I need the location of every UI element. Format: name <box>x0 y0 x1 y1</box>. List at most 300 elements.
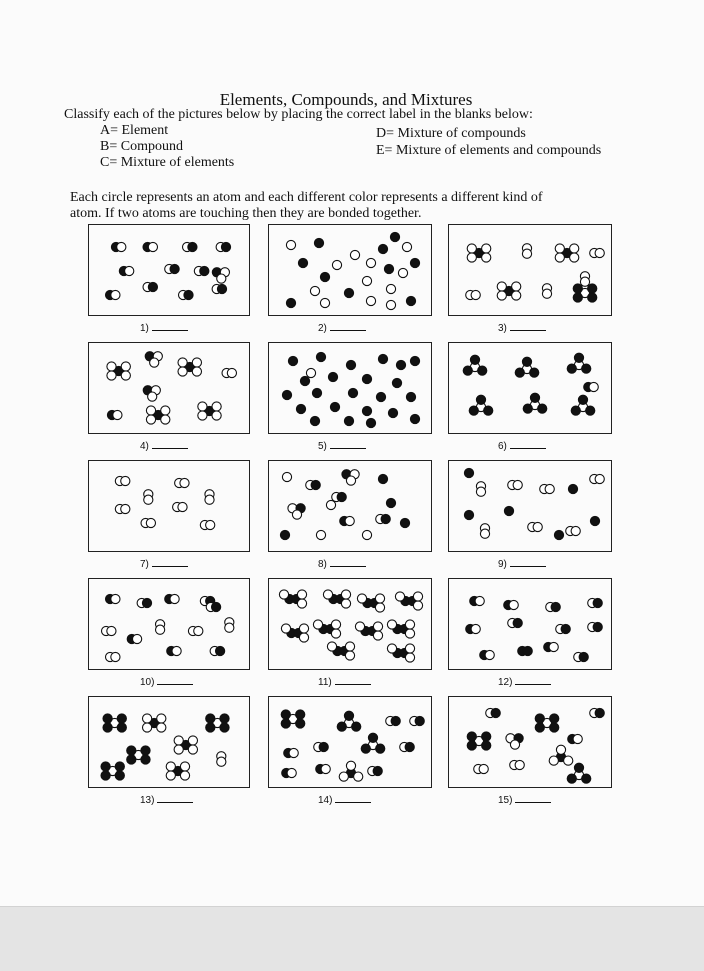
white-atom <box>405 629 414 638</box>
answer-line[interactable] <box>330 558 366 567</box>
black-atom <box>184 290 193 299</box>
diagram-5 <box>268 342 432 434</box>
white-atom <box>299 633 308 642</box>
black-atom <box>396 360 405 369</box>
molecule <box>217 752 226 767</box>
answer-blank-10[interactable] <box>140 676 193 688</box>
black-atom <box>588 284 597 293</box>
white-atom <box>362 276 371 285</box>
diagram-1 <box>88 224 250 316</box>
molecule <box>143 714 166 732</box>
molecule <box>470 596 485 605</box>
molecule <box>174 736 197 754</box>
white-atom <box>332 260 341 269</box>
molecule <box>332 492 347 501</box>
black-atom <box>288 356 297 365</box>
atom <box>328 372 337 381</box>
black-atom <box>328 372 337 381</box>
white-atom <box>564 756 573 765</box>
answer-line[interactable] <box>330 322 366 331</box>
atom <box>312 388 321 397</box>
black-atom <box>368 733 377 742</box>
molecule <box>549 745 573 765</box>
black-atom <box>281 710 290 719</box>
molecule <box>339 761 363 781</box>
black-atom <box>115 771 124 780</box>
atom <box>326 500 335 509</box>
molecule <box>508 480 523 489</box>
diagram-atoms <box>89 225 251 317</box>
black-atom <box>312 388 321 397</box>
molecule <box>368 766 383 775</box>
black-atom <box>464 468 473 477</box>
white-atom <box>117 242 126 251</box>
white-atom <box>192 358 201 367</box>
atom <box>282 390 291 399</box>
label-mixture-elements-and-compounds: E= Mixture of elements and compounds <box>376 143 602 158</box>
white-atom <box>148 392 157 401</box>
atom <box>398 268 407 277</box>
black-atom <box>470 355 479 364</box>
diagram-atoms <box>449 697 613 789</box>
white-atom <box>345 651 354 660</box>
atom <box>332 260 341 269</box>
white-atom <box>194 626 203 635</box>
scan-margin <box>0 906 704 971</box>
black-atom <box>117 723 126 732</box>
diagram-13 <box>88 696 250 788</box>
white-atom <box>121 362 130 371</box>
problem-number: 12) <box>498 677 513 688</box>
white-atom <box>354 772 363 781</box>
molecule <box>515 357 539 377</box>
white-atom <box>212 411 221 420</box>
answer-blank-1[interactable] <box>140 322 188 334</box>
white-atom <box>573 734 582 743</box>
atom <box>316 530 325 539</box>
white-atom <box>310 286 319 295</box>
black-atom <box>469 406 478 415</box>
black-atom <box>101 762 110 771</box>
black-atom <box>573 284 582 293</box>
white-atom <box>113 410 122 419</box>
molecule <box>474 764 489 773</box>
answer-line[interactable] <box>515 676 551 685</box>
black-atom <box>310 416 319 425</box>
molecule <box>198 402 221 420</box>
diagram-4 <box>88 342 250 434</box>
atom <box>344 288 353 297</box>
black-atom <box>504 506 513 515</box>
white-atom <box>387 620 396 629</box>
white-atom <box>405 653 414 662</box>
molecule <box>281 710 305 728</box>
white-atom <box>306 368 315 377</box>
molecule <box>102 626 117 635</box>
molecule <box>584 382 599 391</box>
white-atom <box>571 526 580 535</box>
atom <box>388 408 397 417</box>
atom <box>362 374 371 383</box>
molecule <box>143 242 158 251</box>
white-atom <box>482 244 491 253</box>
black-atom <box>282 390 291 399</box>
black-atom <box>568 484 577 493</box>
white-atom <box>480 529 489 538</box>
white-atom <box>286 240 295 249</box>
molecule <box>127 634 142 643</box>
black-atom <box>406 392 415 401</box>
black-atom <box>344 711 353 720</box>
black-atom <box>567 774 576 783</box>
black-atom <box>117 714 126 723</box>
white-atom <box>316 530 325 539</box>
black-atom <box>574 763 583 772</box>
white-atom <box>161 415 170 424</box>
molecule <box>178 358 202 376</box>
problem-number: 14) <box>318 795 333 806</box>
molecule <box>115 476 130 485</box>
molecule <box>355 622 382 640</box>
black-atom <box>378 474 387 483</box>
white-atom <box>522 249 531 258</box>
white-atom <box>292 510 301 519</box>
molecule <box>210 646 225 655</box>
molecule <box>361 733 385 753</box>
atom <box>378 354 387 363</box>
white-atom <box>341 590 350 599</box>
answer-blank-4[interactable] <box>140 440 188 452</box>
black-atom <box>482 732 491 741</box>
diagram-7 <box>88 460 250 552</box>
white-atom <box>111 290 120 299</box>
black-atom <box>378 244 387 253</box>
black-atom <box>103 723 112 732</box>
white-atom <box>326 500 335 509</box>
answer-line[interactable] <box>510 322 546 331</box>
white-atom <box>297 599 306 608</box>
molecule <box>580 272 589 287</box>
white-atom <box>341 599 350 608</box>
atom <box>590 516 599 525</box>
answer-blank-6[interactable] <box>498 440 546 452</box>
black-atom <box>561 624 570 633</box>
white-atom <box>121 476 130 485</box>
white-atom <box>198 402 207 411</box>
black-atom <box>206 714 215 723</box>
answer-blank-3[interactable] <box>498 322 546 334</box>
white-atom <box>580 277 589 286</box>
white-atom <box>174 736 183 745</box>
answer-line[interactable] <box>510 558 546 567</box>
answer-line[interactable] <box>152 440 188 449</box>
molecule <box>279 590 306 608</box>
black-atom <box>352 722 361 731</box>
atom <box>378 244 387 253</box>
black-atom <box>316 352 325 361</box>
black-atom <box>378 354 387 363</box>
white-atom <box>289 748 298 757</box>
atom <box>568 484 577 493</box>
molecule <box>337 711 361 731</box>
diagram-6 <box>448 342 612 434</box>
white-atom <box>471 290 480 299</box>
black-atom <box>296 719 305 728</box>
atom <box>296 404 305 413</box>
molecule <box>206 714 229 732</box>
atom <box>306 368 315 377</box>
molecule <box>357 594 384 612</box>
white-atom <box>510 740 519 749</box>
molecule <box>523 393 547 413</box>
molecule <box>106 290 121 299</box>
white-atom <box>542 289 551 298</box>
molecule <box>590 248 605 257</box>
black-atom <box>221 242 230 251</box>
white-atom <box>107 371 116 380</box>
white-atom <box>467 244 476 253</box>
problem-number: 7) <box>140 559 149 570</box>
white-atom <box>217 274 226 283</box>
black-atom <box>346 360 355 369</box>
answer-line[interactable] <box>157 676 193 685</box>
black-atom <box>311 480 320 489</box>
problem-number: 10) <box>140 677 155 688</box>
answer-line[interactable] <box>515 794 551 803</box>
black-atom <box>148 282 157 291</box>
black-atom <box>484 406 493 415</box>
molecule <box>466 290 481 299</box>
black-atom <box>217 284 226 293</box>
instruction-text: Classify each of the pictures below by placing the correct label in the blanks below: <box>64 107 533 122</box>
answer-blank-8[interactable] <box>318 558 366 570</box>
black-atom <box>390 232 399 241</box>
answer-line[interactable] <box>152 558 188 567</box>
white-atom <box>398 268 407 277</box>
atom <box>330 402 339 411</box>
black-atom <box>386 498 395 507</box>
white-atom <box>405 620 414 629</box>
molecule <box>566 526 581 535</box>
black-atom <box>482 741 491 750</box>
black-atom <box>538 404 547 413</box>
molecule <box>535 714 559 732</box>
molecule <box>386 716 401 725</box>
molecule <box>316 764 331 773</box>
answer-line[interactable] <box>330 440 366 449</box>
atom <box>366 296 375 305</box>
label-mixture-of-elements: C= Mixture of elements <box>100 155 235 170</box>
molecule <box>288 504 305 520</box>
black-atom <box>523 404 532 413</box>
black-atom <box>362 406 371 415</box>
answer-blank-12[interactable] <box>498 676 551 688</box>
black-atom <box>593 622 602 631</box>
white-atom <box>107 362 116 371</box>
black-atom <box>554 530 563 539</box>
diagram-12 <box>448 578 612 670</box>
black-atom <box>590 516 599 525</box>
diagram-14 <box>268 696 432 788</box>
answer-blank-7[interactable] <box>140 558 188 570</box>
black-atom <box>579 652 588 661</box>
white-atom <box>556 745 565 754</box>
black-atom <box>384 264 393 273</box>
white-atom <box>515 760 524 769</box>
black-atom <box>406 296 415 305</box>
answer-blank-14[interactable] <box>318 794 371 806</box>
black-atom <box>582 774 591 783</box>
molecule <box>542 284 551 299</box>
atom <box>406 392 415 401</box>
molecule <box>205 490 214 505</box>
white-atom <box>475 596 484 605</box>
molecule <box>166 762 189 780</box>
black-atom <box>127 746 136 755</box>
answer-blank-11[interactable] <box>318 676 371 688</box>
atom <box>366 418 375 427</box>
answer-line[interactable] <box>157 794 193 803</box>
problem-number: 1) <box>140 323 149 334</box>
molecule <box>222 368 236 377</box>
molecule <box>106 652 121 661</box>
black-atom <box>337 492 346 501</box>
atom <box>298 258 307 267</box>
diagram-2 <box>268 224 432 316</box>
diagram-atoms <box>89 697 251 789</box>
white-atom <box>188 736 197 745</box>
answer-blank-15[interactable] <box>498 794 551 806</box>
white-atom <box>482 253 491 262</box>
white-atom <box>180 771 189 780</box>
atom <box>346 360 355 369</box>
white-atom <box>533 522 542 531</box>
black-atom <box>280 530 289 539</box>
white-atom <box>313 620 322 629</box>
molecule <box>476 482 485 497</box>
white-atom <box>595 248 604 257</box>
answer-blank-13[interactable] <box>140 794 193 806</box>
diagram-11 <box>268 578 432 670</box>
black-atom <box>362 374 371 383</box>
answer-blank-5[interactable] <box>318 440 366 452</box>
white-atom <box>512 291 521 300</box>
diagram-atoms <box>269 461 433 553</box>
atom <box>386 498 395 507</box>
white-atom <box>146 415 155 424</box>
white-atom <box>345 642 354 651</box>
answer-line[interactable] <box>335 794 371 803</box>
molecule <box>568 734 583 743</box>
atom <box>554 530 563 539</box>
molecule <box>145 352 162 368</box>
black-atom <box>296 710 305 719</box>
white-atom <box>595 474 604 483</box>
atom <box>410 356 419 365</box>
molecule <box>167 646 181 655</box>
molecule <box>143 282 158 291</box>
white-atom <box>386 284 395 293</box>
white-atom <box>225 623 234 632</box>
white-atom <box>512 282 521 291</box>
answer-blank-9[interactable] <box>498 558 546 570</box>
molecule <box>216 242 230 251</box>
problem-number: 13) <box>140 795 155 806</box>
atom <box>350 250 359 259</box>
white-atom <box>413 601 422 610</box>
molecule <box>463 355 487 375</box>
answer-blank-2[interactable] <box>318 322 366 334</box>
white-atom <box>146 518 155 527</box>
atom <box>410 414 419 423</box>
black-atom <box>530 393 539 402</box>
white-atom <box>331 620 340 629</box>
white-atom <box>178 502 187 511</box>
molecule <box>387 620 414 638</box>
white-atom <box>150 358 159 367</box>
molecule <box>522 244 531 259</box>
molecule <box>555 244 579 262</box>
black-atom <box>298 258 307 267</box>
problem-number: 11) <box>318 677 332 688</box>
white-atom <box>355 622 364 631</box>
black-atom <box>535 723 544 732</box>
white-atom <box>143 714 152 723</box>
atom <box>366 258 375 267</box>
black-atom <box>115 762 124 771</box>
atom <box>362 276 371 285</box>
description-line-1: Each circle represents an atom and each different color represents a different kind of <box>70 190 543 205</box>
answer-line[interactable] <box>510 440 546 449</box>
molecule <box>313 620 340 638</box>
molecule <box>376 514 391 523</box>
molecule <box>101 762 124 780</box>
molecule <box>119 266 134 275</box>
white-atom <box>111 652 120 661</box>
black-atom <box>330 402 339 411</box>
molecule <box>115 504 130 513</box>
black-atom <box>588 293 597 302</box>
white-atom <box>497 282 506 291</box>
black-atom <box>391 716 400 725</box>
black-atom <box>491 708 500 717</box>
white-atom <box>146 406 155 415</box>
answer-line[interactable] <box>335 676 371 685</box>
black-atom <box>300 376 309 385</box>
answer-line[interactable] <box>152 322 188 331</box>
black-atom <box>344 416 353 425</box>
atom <box>400 518 409 527</box>
molecule <box>469 395 493 415</box>
molecule <box>281 624 308 642</box>
black-atom <box>467 732 476 741</box>
white-atom <box>198 411 207 420</box>
black-atom <box>376 744 385 753</box>
white-atom <box>297 590 306 599</box>
black-atom <box>320 272 329 281</box>
problem-number: 2) <box>318 323 327 334</box>
white-atom <box>323 590 332 599</box>
white-atom <box>373 622 382 631</box>
white-atom <box>287 768 296 777</box>
molecule <box>143 386 160 402</box>
molecule <box>546 602 561 611</box>
black-atom <box>216 646 225 655</box>
black-atom <box>206 723 215 732</box>
black-atom <box>567 364 576 373</box>
white-atom <box>375 603 384 612</box>
white-atom <box>479 764 488 773</box>
